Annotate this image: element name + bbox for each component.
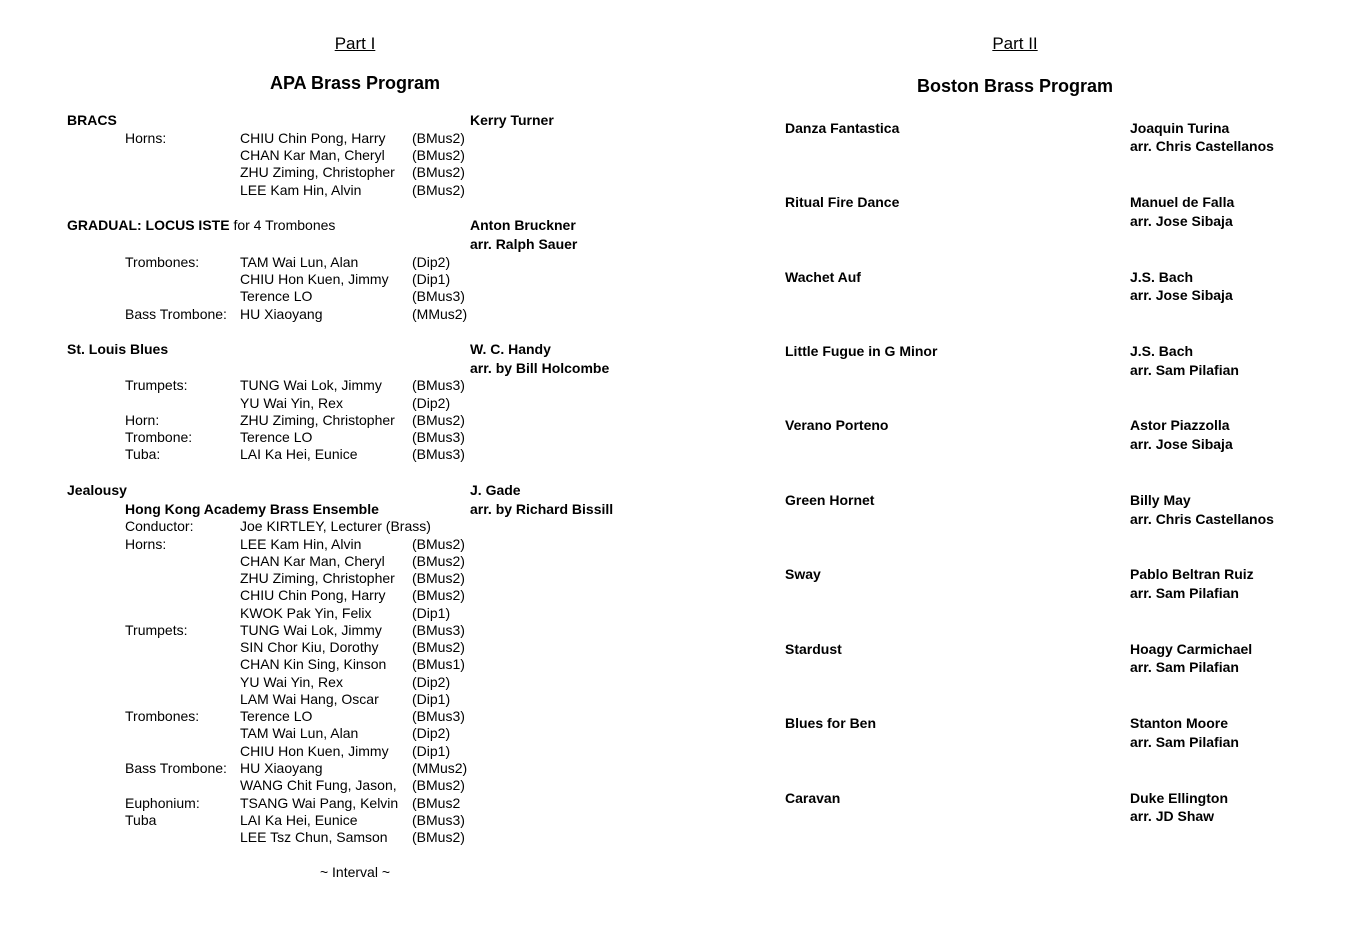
performer-name: CHAN Kar Man, Cheryl (240, 553, 385, 569)
performer-role: Tuba (125, 812, 157, 828)
performer-degree: (Dip2) (412, 674, 451, 690)
piece-composer: Astor Piazzolla (1130, 417, 1230, 433)
performer-role: Bass Trombone: (125, 306, 227, 322)
conductor-name: Joe KIRTLEY, Lecturer (Brass) (240, 518, 431, 534)
piece-composer: W. C. Handy (470, 341, 551, 357)
performer-degree: (BMus2) (412, 536, 465, 552)
performer-degree: (MMus2) (412, 306, 468, 322)
piece-arranger: arr. Jose Sibaja (1130, 213, 1233, 229)
performer-name: YU Wai Yin, Rex (240, 674, 343, 690)
piece-title: Stardust (785, 641, 842, 657)
performer-name: KWOK Pak Yin, Felix (240, 605, 372, 621)
piece-composer: Stanton Moore (1130, 715, 1228, 731)
performer-name: TAM Wai Lun, Alan (240, 254, 359, 270)
piece-arranger: arr. Sam Pilafian (1130, 734, 1239, 750)
performer-degree: (Dip1) (412, 605, 451, 621)
ensemble-name: Hong Kong Academy Brass Ensemble (125, 501, 379, 517)
piece-composer: Hoagy Carmichael (1130, 641, 1253, 657)
performer-name: SIN Chor Kiu, Dorothy (240, 639, 379, 655)
piece-title: Jealousy (67, 482, 127, 498)
piece-title: Green Hornet (785, 492, 875, 508)
performer-role: Trombone: (125, 429, 193, 445)
performer-degree: (BMus2) (412, 147, 465, 163)
piece-arranger: arr. Chris Castellanos (1130, 511, 1274, 527)
piece-title: St. Louis Blues (67, 341, 169, 357)
part2-heading: Part II (992, 34, 1038, 53)
performer-name: LEE Tsz Chun, Samson (240, 829, 388, 845)
piece-composer: Billy May (1130, 492, 1191, 508)
performer-degree: (BMus2) (412, 553, 465, 569)
piece-title-bold: GRADUAL: LOCUS ISTE (67, 217, 230, 233)
performer-name: LAM Wai Hang, Oscar (240, 691, 379, 707)
piece-title: Caravan (785, 790, 841, 806)
performer-degree: (BMus2) (412, 164, 465, 180)
piece-title: Ritual Fire Dance (785, 194, 900, 210)
performer-degree: (BMus2) (412, 182, 465, 198)
piece-arranger: arr. Sam Pilafian (1130, 362, 1239, 378)
performer-role: Horns: (125, 536, 167, 552)
performer-role: Trumpets: (125, 377, 188, 393)
performer-degree: (BMus3) (412, 812, 465, 828)
performer-role: Tuba: (125, 446, 161, 462)
performer-name: LEE Kam Hin, Alvin (240, 536, 362, 552)
performer-name: CHAN Kin Sing, Kinson (240, 656, 387, 672)
performer-degree: (Dip1) (412, 691, 451, 707)
performer-role: Euphonium: (125, 795, 200, 811)
performer-name: TAM Wai Lun, Alan (240, 725, 359, 741)
piece-title: Little Fugue in G Minor (785, 343, 938, 359)
performer-role: Bass Trombone: (125, 760, 227, 776)
performer-degree: (MMus2) (412, 760, 468, 776)
piece-arranger: arr. Chris Castellanos (1130, 138, 1274, 154)
performer-name: CHIU Chin Pong, Harry (240, 587, 386, 603)
performer-degree: (Dip1) (412, 743, 451, 759)
performer-name: TUNG Wai Lok, Jimmy (240, 622, 382, 638)
performer-role: Trombones: (125, 254, 200, 270)
piece-title: Verano Porteno (785, 417, 889, 433)
performer-degree: (BMus2) (412, 639, 465, 655)
conductor-role: Conductor: (125, 518, 194, 534)
performer-degree: (BMus2) (412, 777, 465, 793)
performer-degree: (BMus2) (412, 570, 465, 586)
piece-title-rest: for 4 Trombones (229, 217, 336, 233)
piece-composer: Manuel de Falla (1130, 194, 1235, 210)
performer-role: Trumpets: (125, 622, 188, 638)
piece-title: Wachet Auf (785, 269, 861, 285)
performer-degree: (BMus3) (412, 446, 465, 462)
performer-name: TUNG Wai Lok, Jimmy (240, 377, 382, 393)
performer-degree: (BMus2 (412, 795, 461, 811)
performer-name: CHIU Hon Kuen, Jimmy (240, 743, 389, 759)
performer-role: Horn: (125, 412, 160, 428)
piece-composer: Pablo Beltran Ruiz (1130, 566, 1254, 582)
performer-name: ZHU Ziming, Christopher (240, 412, 395, 428)
piece-arranger: arr. Jose Sibaja (1130, 287, 1233, 303)
performer-degree: (BMus3) (412, 429, 465, 445)
piece-composer: Duke Ellington (1130, 790, 1228, 806)
part2-program-title: Boston Brass Program (916, 76, 1114, 96)
piece-title: Danza Fantastica (785, 120, 900, 136)
performer-name: LAI Ka Hei, Eunice (240, 812, 358, 828)
performer-name: LAI Ka Hei, Eunice (240, 446, 358, 462)
piece-composer: J. Gade (470, 482, 521, 498)
piece-composer: Anton Bruckner (470, 217, 576, 233)
performer-name: HU Xiaoyang (240, 306, 323, 322)
performer-name: CHIU Chin Pong, Harry (240, 130, 386, 146)
piece-arranger: arr. Sam Pilafian (1130, 585, 1239, 601)
piece-composer: J.S. Bach (1130, 343, 1194, 359)
performer-name: YU Wai Yin, Rex (240, 395, 343, 411)
performer-name: Terence LO (240, 708, 313, 724)
performer-name: ZHU Ziming, Christopher (240, 570, 395, 586)
piece-arranger: arr. by Richard Bissill (470, 501, 614, 517)
performer-degree: (Dip1) (412, 271, 451, 287)
piece-title: BRACS (67, 112, 117, 128)
piece-arranger: arr. Jose Sibaja (1130, 436, 1233, 452)
part1-heading: Part I (334, 34, 376, 53)
performer-degree: (BMus2) (412, 829, 465, 845)
performer-degree: (Dip2) (412, 725, 451, 741)
piece-composer: Joaquin Turina (1130, 120, 1230, 136)
performer-degree: (BMus3) (412, 622, 465, 638)
performer-role: Trombones: (125, 708, 200, 724)
interval-label: ~ Interval ~ (319, 864, 391, 880)
piece-title: Blues for Ben (785, 715, 877, 731)
piece-arranger: arr. Ralph Sauer (470, 236, 578, 252)
performer-degree: (BMus2) (412, 412, 465, 428)
performer-degree: (BMus1) (412, 656, 465, 672)
performer-degree: (BMus3) (412, 708, 465, 724)
performer-role: Horns: (125, 130, 167, 146)
piece-title (67, 217, 335, 233)
performer-name: HU Xiaoyang (240, 760, 323, 776)
performer-degree: (BMus2) (412, 130, 465, 146)
piece-arranger: arr. Sam Pilafian (1130, 659, 1239, 675)
performer-name: LEE Kam Hin, Alvin (240, 182, 362, 198)
performer-degree: (Dip2) (412, 254, 451, 270)
performer-name: CHAN Kar Man, Cheryl (240, 147, 385, 163)
performer-name: ZHU Ziming, Christopher (240, 164, 395, 180)
performer-name: Terence LO (240, 288, 313, 304)
piece-composer: J.S. Bach (1130, 269, 1194, 285)
performer-degree: (BMus3) (412, 377, 465, 393)
performer-name: Terence LO (240, 429, 313, 445)
piece-title: Sway (785, 566, 821, 582)
performer-degree: (BMus3) (412, 288, 465, 304)
performer-degree: (BMus2) (412, 587, 465, 603)
piece-composer: Kerry Turner (470, 112, 554, 128)
piece-arranger: arr. by Bill Holcombe (470, 360, 610, 376)
performer-name: TSANG Wai Pang, Kelvin (240, 795, 399, 811)
performer-degree: (Dip2) (412, 395, 451, 411)
piece-arranger: arr. JD Shaw (1130, 808, 1215, 824)
performer-name: CHIU Hon Kuen, Jimmy (240, 271, 389, 287)
performer-name: WANG Chit Fung, Jason, (240, 777, 397, 793)
part1-program-title: APA Brass Program (269, 73, 441, 93)
